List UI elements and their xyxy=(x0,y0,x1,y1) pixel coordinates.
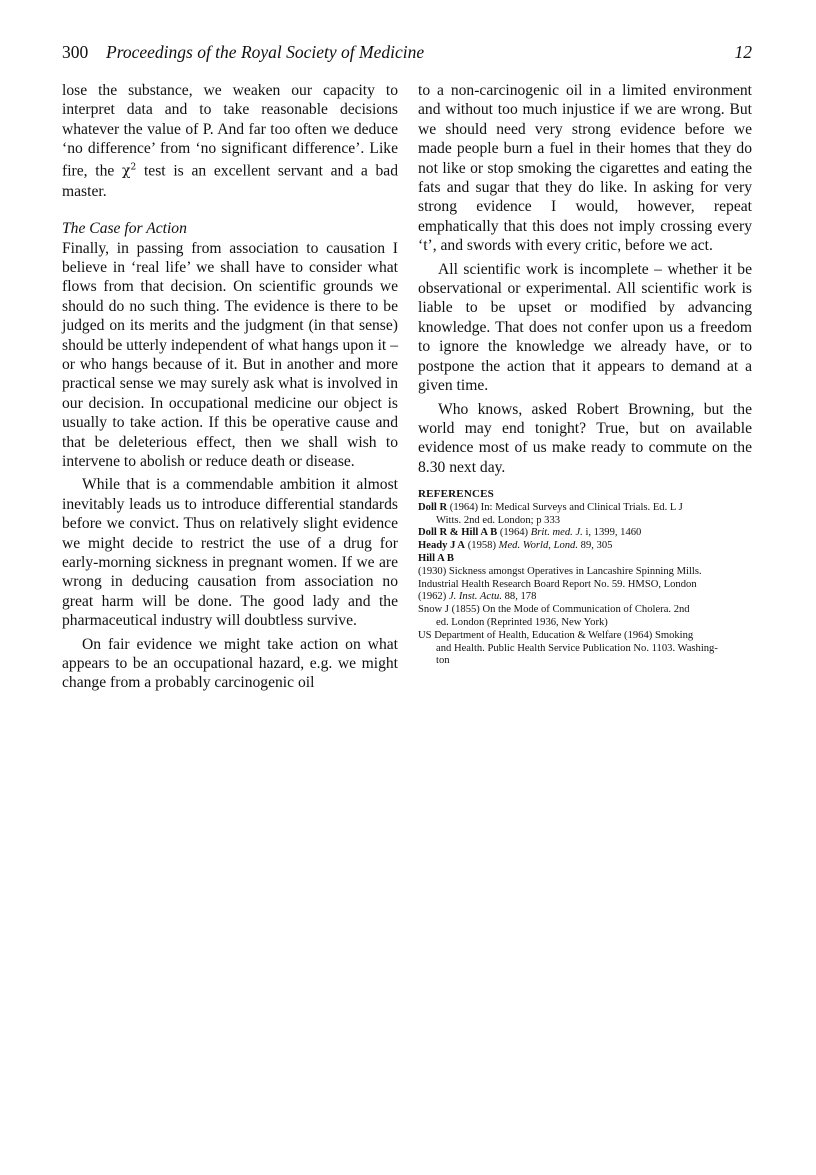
section-heading: The Case for Action xyxy=(62,220,187,238)
reference-author: Snow J xyxy=(418,604,449,616)
reference-author: Doll R xyxy=(418,501,448,513)
references-section xyxy=(418,488,752,668)
chi-superscript: 2 xyxy=(130,162,137,173)
paragraph-continued: to a non-carcinogenic oil in a limited environment and without too much injustice if we are wrong. But we should need very strong evidence before we made people burn a fuel in their homes that they do not like or stop smoking the cigarettes and eating the fats and sugar that they do like. In asking for very strong evidence I would, however, repeat emphatically that this does not imply crossing every ‘t’, and swords with every critic, before we act. xyxy=(418,82,752,255)
reference-item xyxy=(418,630,752,668)
reference-text: and Health. Public Health Service Publication No. 1103. Washing- xyxy=(436,642,718,654)
reference-text: ed. London (Reprinted 1936, New York) xyxy=(436,616,608,628)
reference-journal: Brit. med. J. xyxy=(530,527,583,539)
paragraph: All scientific work is incomplete – whether it be observational or experimental. All scientific work is liable to be upset or modified by advancing knowledge. That does not confer upon us a freedom to ignore the knowledge we already have, or to postpone the action that it appears to demand at a given time. xyxy=(418,260,752,395)
chi-symbol xyxy=(122,163,136,179)
reference-text: (1964) xyxy=(497,527,531,539)
reference-item xyxy=(418,502,752,528)
reference-text: (1962) xyxy=(418,591,449,603)
paragraph-text: test is an excellent servant and a bad master. xyxy=(62,162,398,200)
right-column xyxy=(418,81,752,477)
chi-letter: χ xyxy=(122,163,131,180)
journal-title: Proceedings of the Royal Society of Medicine xyxy=(106,42,425,62)
reference-item xyxy=(418,553,752,604)
reference-text: (1964) Smoking xyxy=(621,629,694,641)
paragraph: Who knows, asked Robert Browning, but the world may end tonight? True, but on available evidence most of us make ready to commute on the 8.30 next day. xyxy=(418,400,752,476)
paragraph: Finally, in passing from association to causation I believe in ‘real life’ we shall have to consider what flows from that decision. On scientific grounds we should do no such thing. The evidence is there to be judged on its merits and the judgment (in that sense) should be utterly independent of what hangs upon it – or who hangs because of it. But in another and more practical sense we may surely ask what is involved in our decision. In occupational medicine our object is usually to take action. If this be operative cause and that be deleterious effect, then we shall wish to intervene to abolish or reduce death or disease. xyxy=(62,239,398,470)
reference-journal: J. Inst. Actu. xyxy=(448,591,502,603)
reference-item xyxy=(418,527,752,540)
paragraph: While that is a commendable ambition it almost inevitably leads us to introduce differential standards before we convict. Thus on relatively slight evidence we might decide to restrict the use of a drug for early-morning sickness in pregnant women. If we are wrong in deducing causation from association no great harm will be done. The good lady and the pharmaceutical industry will doubtless survive. xyxy=(62,476,398,630)
reference-text: 89, 305 xyxy=(578,540,613,552)
paragraph-continued xyxy=(62,81,398,201)
reference-text: ton xyxy=(436,655,450,667)
reference-text: (1855) On the Mode of Communication of Cholera. 2nd xyxy=(448,604,690,616)
reference-text: Industrial Health Research Board Report No. 59. HMSO, London xyxy=(418,578,697,590)
reference-text: Witts. 2nd ed. London; p 333 xyxy=(436,514,561,526)
paragraph-text: lose the substance, we weaken our capacity to interpret data and to take reasonable decisions whatever the value of P. And far too often we deduce ‘no difference’ from ‘no significant difference’. Like fire, the xyxy=(62,82,398,180)
reference-author: Hill A B xyxy=(418,552,454,564)
left-column xyxy=(62,81,398,693)
reference-author: US Department of Health, Education & Welfare xyxy=(418,629,622,641)
reference-author: Doll R & Hill A B xyxy=(418,527,498,539)
references-heading: REFERENCES xyxy=(418,488,494,500)
reference-item xyxy=(418,540,752,553)
reference-journal: Med. World, Lond. xyxy=(498,540,579,552)
reference-text: (1958) xyxy=(465,540,499,552)
reference-text: (1964) In: Medical Surveys and Clinical Trials. Ed. L J xyxy=(447,501,683,513)
reference-item xyxy=(418,604,752,630)
reference-text: 88, 178 xyxy=(501,591,537,603)
reference-author: Heady J A xyxy=(418,540,466,552)
paragraph: On fair evidence we might take action on what appears to be an occupational hazard, e.g. we might change from a probably carcinogenic oil xyxy=(62,635,398,692)
running-header xyxy=(62,42,752,68)
reference-text: i, 1399, 1460 xyxy=(582,527,642,539)
page-number: 300 xyxy=(62,42,89,62)
reference-text: (1930) Sickness amongst Operatives in Lancashire Spinning Mills. xyxy=(418,565,702,577)
issue-number: 12 xyxy=(734,42,752,62)
